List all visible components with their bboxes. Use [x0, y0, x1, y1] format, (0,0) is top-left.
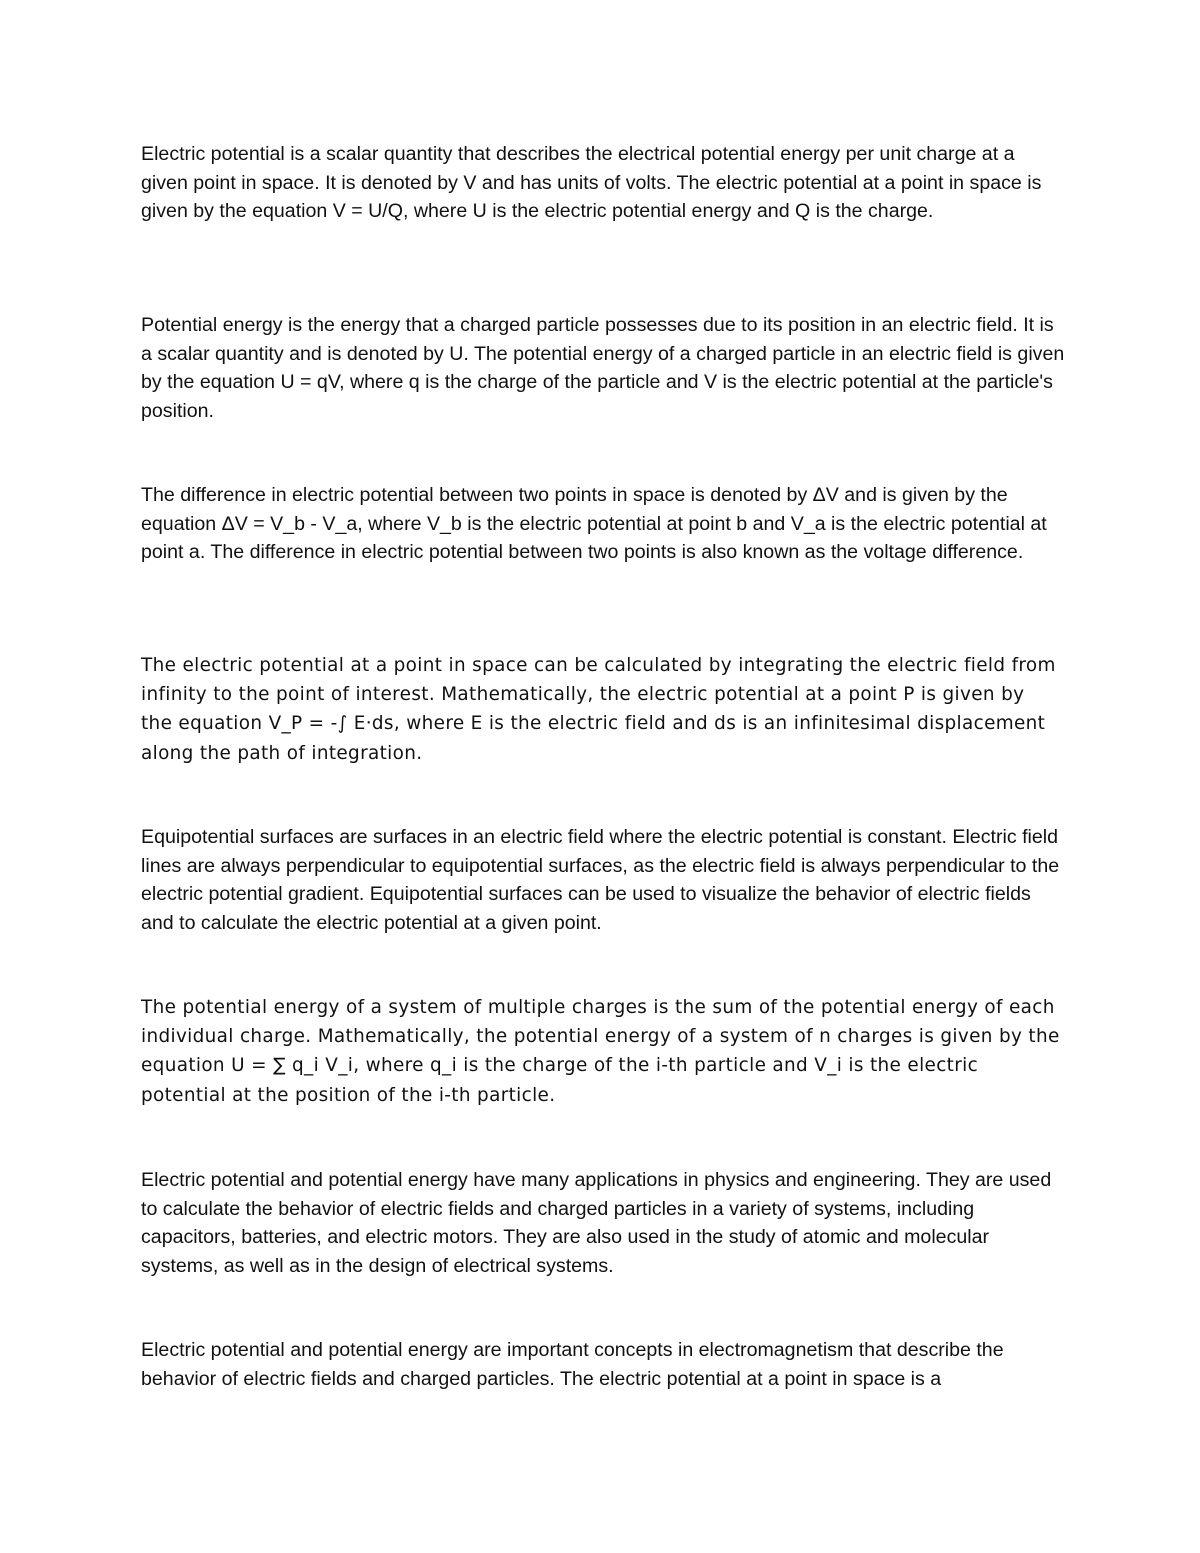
paragraph-applications: Electric potential and potential energy have many applications in physics and engineering. They are used to calculate the behavior of electric fields and charged particles in a variety of systems, including capacitors, batteries, and electric motors. They are also used in the study of atomic and molecular systems, as well as in the design of electrical systems. — [141, 1169, 1052, 1277]
paragraph-electric-potential-definition: Electric potential is a scalar quantity that describes the electrical potential energy per unit charge at a given point in space. It is denoted by V and has units of volts. The electric potential at a point in space is given by the equation V = U/Q, where U is the electric potential energy and Q is the charge. — [141, 143, 1042, 223]
paragraph-potential-difference: The difference in electric potential between two points in space is denoted by ΔV and is given by the equation ΔV = V_b - V_a, where V_b is the electric potential at point b and V_a is the electric potential at point a. The difference in electric potential between two points is also known as the voltage difference. — [141, 484, 1047, 564]
paragraph-potential-integration: The electric potential at a point in space can be calculated by integrating the electric field from infinity to the point of interest. Mathematically, the electric potential at a point P is given by the equation V_P = -∫ E·ds, where E is the electric field and ds is an infinitesimal displacement along the path of integration. — [141, 655, 1056, 764]
paragraph-summary: Electric potential and potential energy are important concepts in electromagnetism that describe the behavior of electric fields and charged particles. The electric potential at a point in space is a — [141, 1339, 1004, 1390]
paragraph-potential-energy-definition: Potential energy is the energy that a charged particle possesses due to its position in an electric field. It is a scalar quantity and is denoted by U. The potential energy of a charged particle in an electric field is given by the equation U = qV, where q is the charge of the particle and V is the electric potential at the particle's position. — [141, 314, 1065, 422]
paragraph-equipotential-surfaces: Equipotential surfaces are surfaces in an electric field where the electric potential is constant. Electric field lines are always perpendicular to equipotential surfaces, as the electric field is always perpendicular to the electric potential gradient. Equipotential surfaces can be used to visualize the behavior of electric fields and to calculate the electric potential at a given point. — [141, 826, 1060, 934]
paragraph-multiple-charges: The potential energy of a system of multiple charges is the sum of the potential energy of each individual charge. Mathematically, the potential energy of a system of n charges is given by the equation U = ∑ q_i V_i, where q_i is the charge of the i-th particle and V_i is the electric potential at the position of the i-th particle. — [141, 997, 1060, 1106]
